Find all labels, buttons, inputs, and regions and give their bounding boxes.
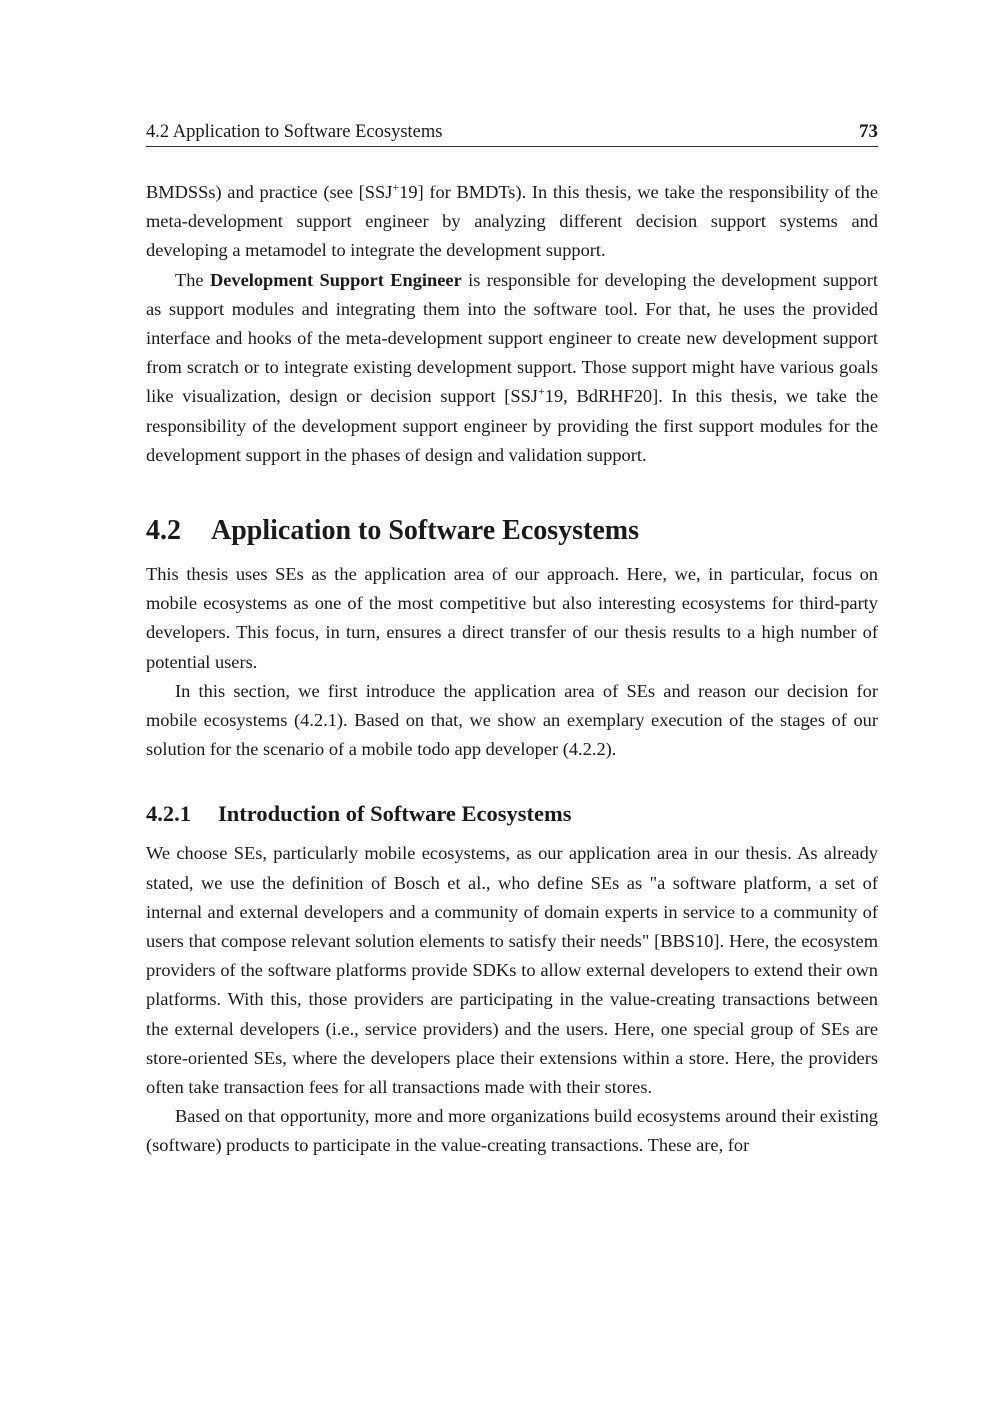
subsection-title: Introduction of Software Ecosystems [218,801,572,827]
running-header [146,121,878,147]
subsection-heading [146,798,878,830]
subsection-paragraph-1: We choose SEs, particularly mobile ecosystems, as our application area in our thesis. As already stated, we use the definition of Bosch et al., who define SEs as "a software platform, a set of internal and external developers and a community of domain experts in service to a community of users that compose relevant solution elements to satisfy their needs" [BBS10]. Here, the ecosystem providers of the software platforms provide SDKs to allow external developers to extend their own platforms. With this, those providers are participating in the value-creating transactions between the external developers (i.e., service providers) and the users. Here, one special group of SEs are store-oriented SEs, where the developers place their extensions within a store. Here, the providers often take transaction fees for all transactions made with their stores. [146,843,878,1098]
bold-term: Development Support Engineer [209,269,462,290]
body-text [146,178,878,1161]
text-run: 19, BdRHF20]. In this thesis, we take the responsibility of the development support engineer by providing the first support modules for the development support in the phases of design and validation support. [146,386,878,465]
superscript: + [537,384,545,399]
section-paragraph-1: This thesis uses SEs as the application area of our approach. Here, we, in particular, focus on mobile ecosystems as one of the most competitive but also interesting ecosystems for third-party developers. This focus, in turn, ensures a direct transfer of our thesis results to a high number of potential users. [146,564,878,672]
page-number: 73 [859,121,878,142]
text-run: 19] for BMDTs). In this thesis, we take the responsibility of the meta-development support engineer by analyzing different decision support systems and developing a metamodel to integrate the development support. [146,182,878,261]
text-run: is responsible for developing the development support as support modules and integrating them into the software tool. For that, he uses the provided interface and hooks of the meta-development support engineer to create new development support from scratch or to integrate existing development support. Those support might have various goals like visualization, design or decision support [SSJ [146,269,878,407]
section-title: Application to Software Ecosystems [211,515,640,547]
section-heading [146,511,878,551]
text-run: BMDSSs) and practice (see [SSJ [146,182,393,202]
section-paragraph-2: In this section, we first introduce the application area of SEs and reason our decision for mobile ecosystems (4.2.1). Based on that, we show an exemplary execution of the stages of our solution for the scenario of a mobile todo app developer (4.2.2). [146,680,878,760]
subsection-paragraph-2: Based on that opportunity, more and more organizations build ecosystems around their existing (software) products to participate in the value-creating transactions. These are, for [146,1106,878,1156]
running-title: 4.2 Application to Software Ecosystems [146,122,443,142]
text-run: The [175,269,210,290]
paragraph-development-support-engineer [146,266,878,470]
section-number: 4.2 [146,515,181,547]
paragraph-continuation [146,178,878,266]
subsection-number: 4.2.1 [146,801,191,827]
superscript: + [392,180,400,194]
